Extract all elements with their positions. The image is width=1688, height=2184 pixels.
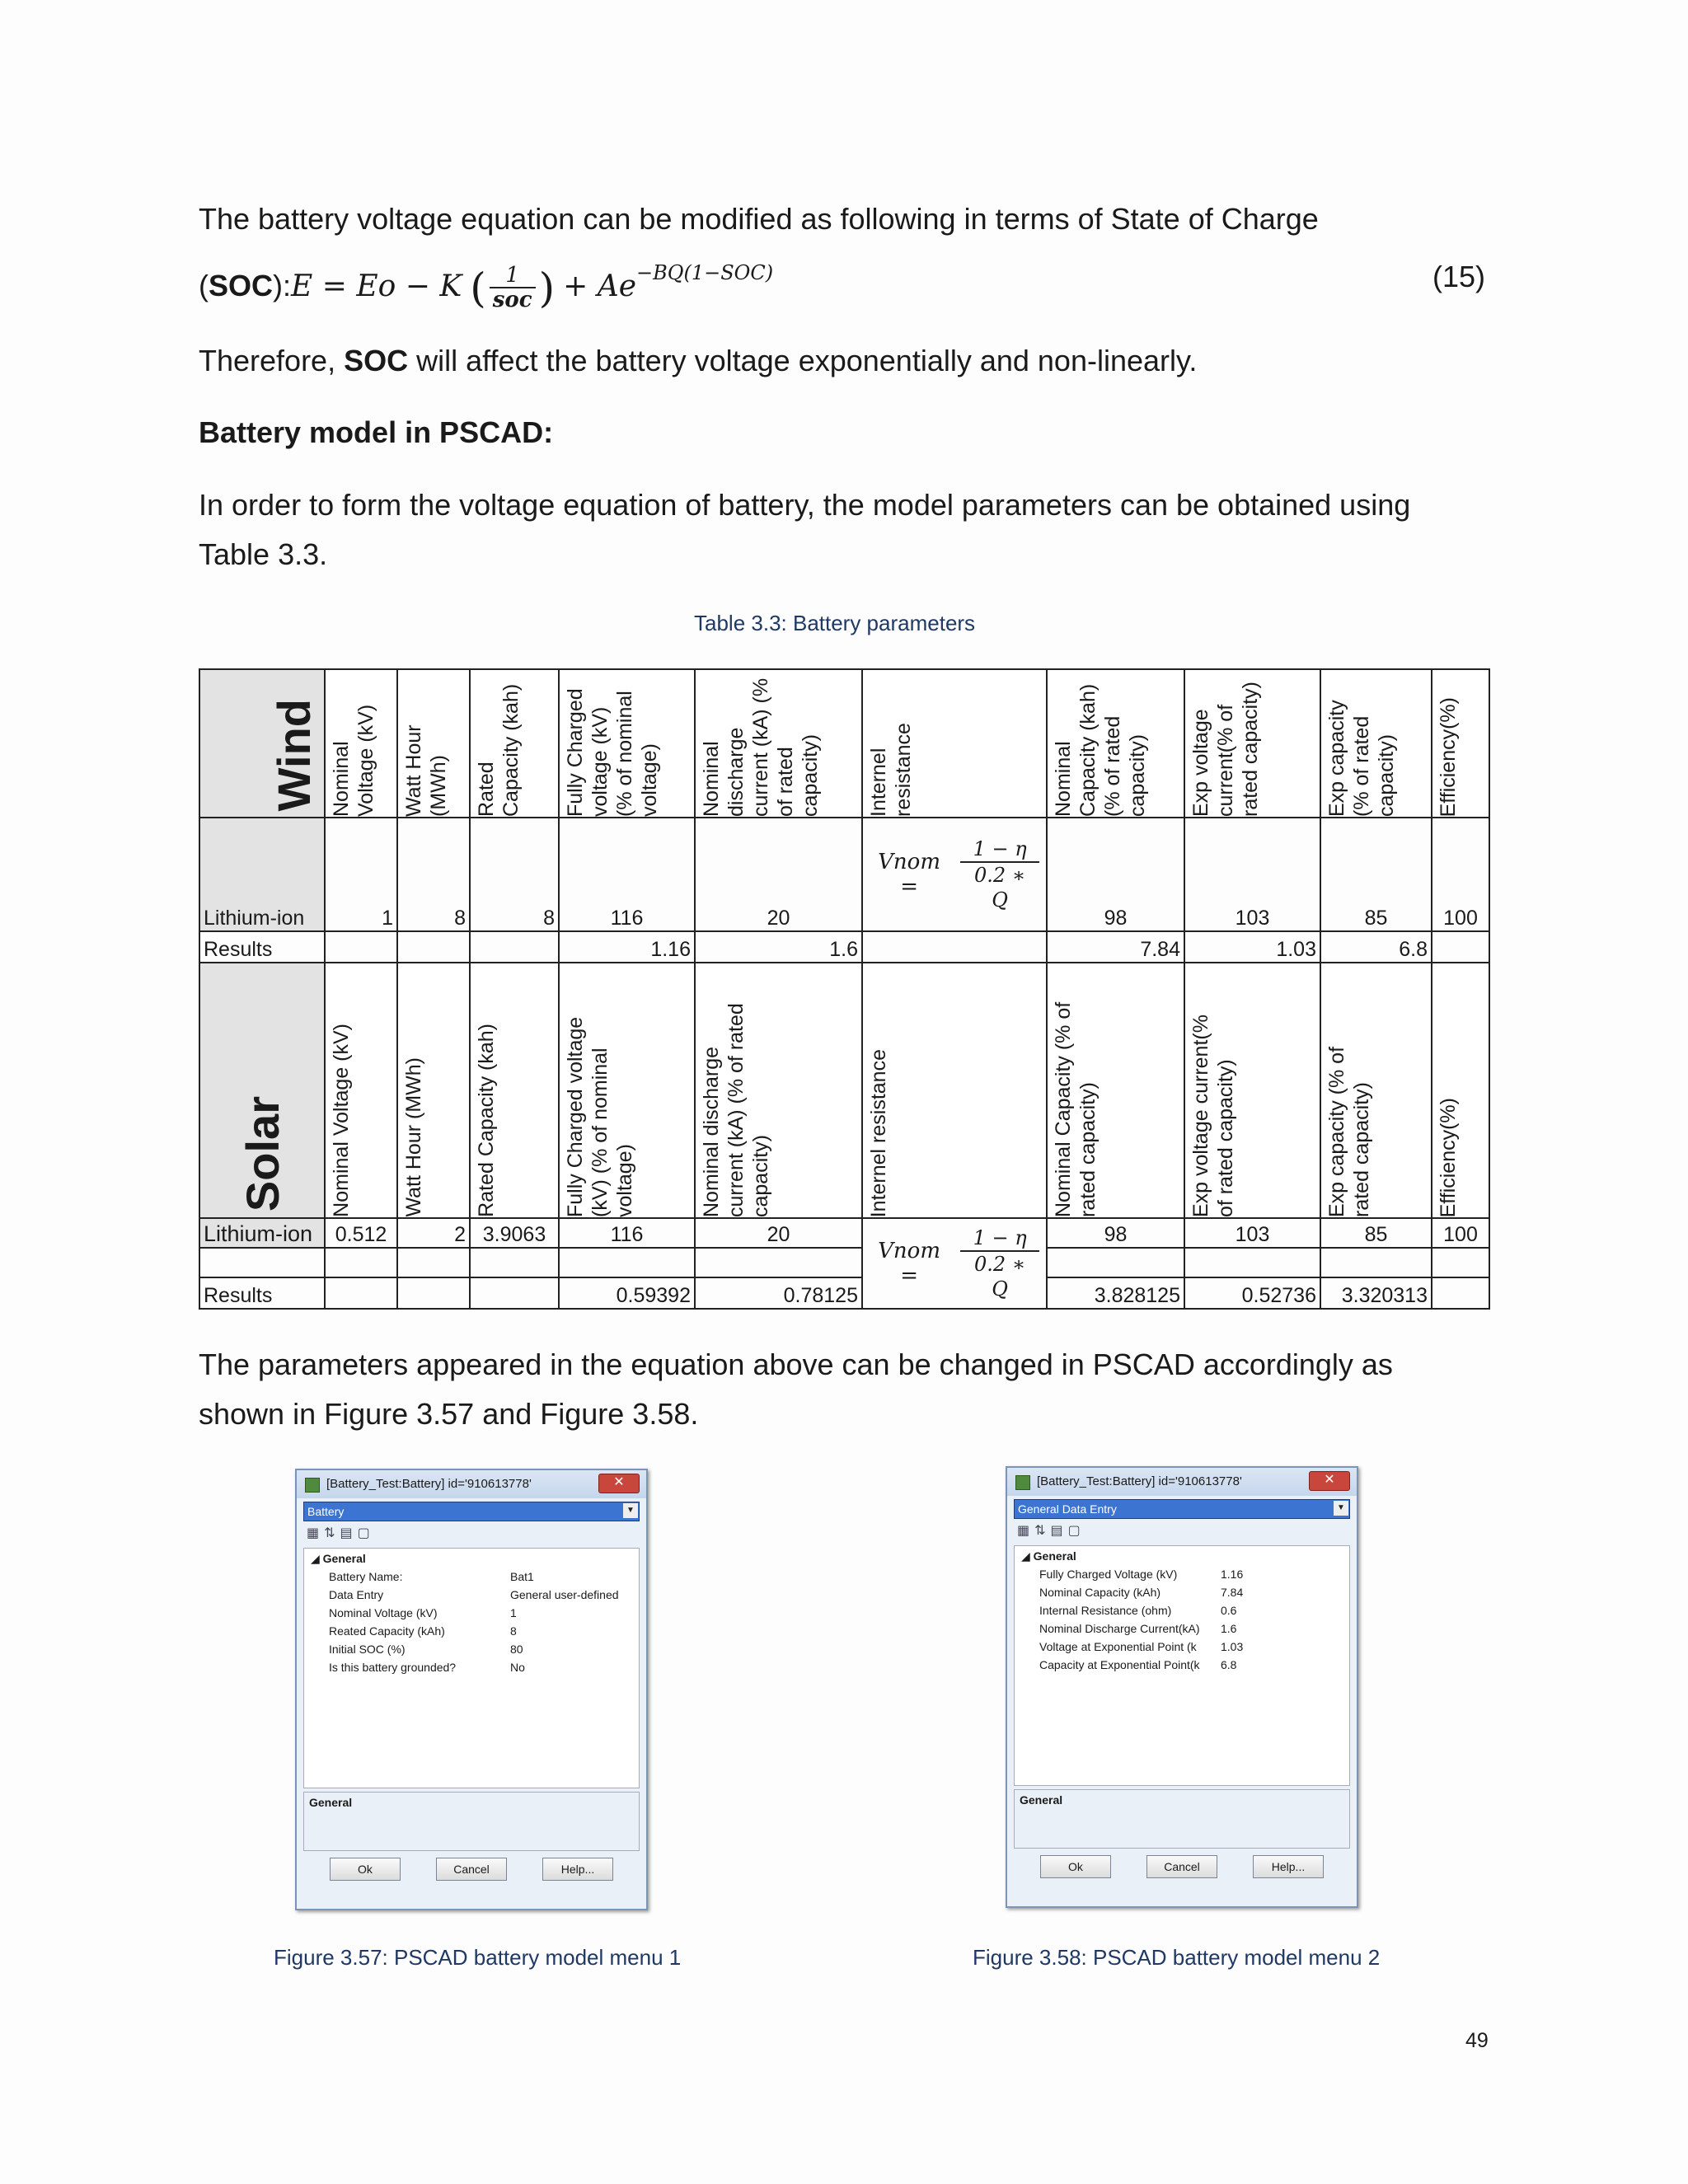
figure-caption-2: Figure 3.58: PSCAD battery model menu 2 (973, 1945, 1381, 1970)
solar-results-label: Results (199, 1277, 325, 1309)
property-key: Nominal Voltage (kV) (329, 1606, 438, 1619)
eq-exponent: −BQ(1−SOC) (636, 261, 774, 284)
solar-values-row (199, 1218, 1489, 1248)
para2-post: will affect the battery voltage exponentially and non-linearly. (408, 344, 1198, 377)
solar-header (862, 963, 1047, 1218)
table-cell: 3.828125 (1047, 1277, 1184, 1309)
property-row[interactable] (304, 1586, 639, 1604)
chevron-down-icon[interactable]: ▼ (1334, 1501, 1348, 1516)
solar-header (695, 963, 862, 1218)
app-icon (1015, 1475, 1030, 1490)
eq-frac-num: 1 (490, 264, 536, 288)
solar-header (397, 963, 470, 1218)
help-button[interactable]: Help... (1253, 1855, 1324, 1878)
para2-bold: SOC (344, 344, 409, 377)
wind-header (862, 669, 1047, 818)
table-cell: 1.03 (1184, 931, 1320, 963)
solar-label: Solar (236, 1095, 288, 1212)
table-cell (397, 1277, 470, 1309)
wind-header-exp-voltage: Exp voltage current(% of rated capacity) (1189, 682, 1262, 817)
wind-header (695, 669, 862, 818)
table-cell: 8 (397, 818, 470, 931)
dialog-titlebar[interactable] (1007, 1468, 1357, 1496)
solar-header-rated-capacity: Rated Capacity (kah) (475, 1024, 498, 1217)
solar-header (325, 963, 397, 1218)
property-key: Is this battery grounded? (329, 1661, 457, 1674)
dialog-title: [Battery_Test:Battery] id='910613778' (1037, 1474, 1242, 1488)
property-row[interactable] (1015, 1565, 1349, 1583)
solar-header-exp-capacity: Exp capacity (% of rated capacity) (1325, 1046, 1373, 1217)
solar-vnom-formula-cell (862, 1218, 1047, 1309)
property-row[interactable] (1015, 1601, 1349, 1619)
table-cell: 85 (1320, 1218, 1432, 1248)
paragraph-model-line1: In order to form the voltage equation of battery, the model parameters can be obtained using (199, 488, 1411, 522)
table-cell: 1.16 (559, 931, 695, 963)
table-cell: 100 (1432, 818, 1489, 931)
property-value[interactable]: 8 (510, 1624, 517, 1638)
solar-header-watt-hour: Watt Hour (MWh) (402, 1057, 425, 1217)
solar-header-nominal-capacity: Nominal Capacity (% of rated capacity) (1052, 1001, 1100, 1217)
property-key: Fully Charged Voltage (kV) (1039, 1568, 1178, 1581)
table-cell: 103 (1184, 818, 1320, 931)
paragraph-soc-intro: The battery voltage equation can be modified as following in terms of State of Charge (199, 202, 1319, 236)
table-cell: 20 (695, 818, 862, 931)
vnom-formula (866, 837, 1043, 912)
property-grid (1014, 1545, 1350, 1786)
wind-vnom-formula-cell (862, 818, 1047, 931)
category-dropdown[interactable] (303, 1502, 640, 1521)
eq-fraction (490, 264, 536, 312)
property-toolbar (307, 1525, 636, 1544)
solar-header (559, 963, 695, 1218)
description-pane: General (1014, 1789, 1350, 1849)
wind-label: Wind (268, 698, 320, 811)
table-cell (1320, 1248, 1432, 1277)
table-cell (862, 931, 1047, 963)
property-key: Data Entry (329, 1588, 384, 1601)
wind-header-fully-charged: Fully Charged voltage (kV) (% of nominal voltage) (564, 688, 661, 817)
property-pages-icon[interactable]: ▤ (1050, 1524, 1068, 1538)
categorized-icon[interactable]: ▦ (1017, 1524, 1035, 1538)
table-cell: 2 (397, 1218, 470, 1248)
solar-header-fully-charged: Fully Charged voltage (kV) (% of nominal voltage) (564, 1016, 636, 1217)
table-cell: 3.320313 (1320, 1277, 1432, 1309)
wind-results-row (199, 931, 1489, 963)
property-value[interactable]: 6.8 (1221, 1658, 1237, 1671)
paragraph-change-line1: The parameters appeared in the equation above can be changed in PSCAD accordingly as (199, 1347, 1393, 1381)
table-cell (397, 1248, 470, 1277)
table-cell: 116 (559, 1218, 695, 1248)
table-cell (325, 1277, 397, 1309)
property-row[interactable] (1015, 1619, 1349, 1638)
wind-header-discharge-current: Nominal discharge current (kA) (% of rated capacity) (700, 677, 822, 817)
property-value[interactable]: 1.6 (1221, 1622, 1237, 1635)
table-cell: 0.52736 (1184, 1277, 1320, 1309)
property-value[interactable]: 1 (510, 1606, 517, 1619)
solar-label-cell (199, 963, 325, 1218)
table-cell (470, 931, 559, 963)
table-cell: 100 (1432, 1218, 1489, 1248)
dialog-buttons (1040, 1855, 1324, 1878)
property-row[interactable] (1015, 1638, 1349, 1656)
wind-header (1320, 669, 1432, 818)
soc-open: ( (199, 269, 209, 302)
solar-header-nominal-voltage: Nominal Voltage (kV) (330, 1024, 353, 1217)
property-value[interactable]: Bat1 (510, 1570, 534, 1583)
table-cell: 3.9063 (470, 1218, 559, 1248)
wind-header (325, 669, 397, 818)
category-dropdown-value: General Data Entry (1018, 1502, 1117, 1516)
table-cell: 0.512 (325, 1218, 397, 1248)
para2-pre: Therefore, (199, 344, 345, 377)
property-value[interactable]: General user-defined (510, 1588, 619, 1601)
dialog-title: [Battery_Test:Battery] id='910613778' (326, 1477, 532, 1491)
table-cell (470, 1248, 559, 1277)
eq-frac-den: soc (492, 288, 532, 313)
cancel-button[interactable]: Cancel (436, 1858, 507, 1881)
battery-parameters-table (199, 668, 1490, 1310)
property-toolbar (1017, 1522, 1347, 1542)
table-cell: 20 (695, 1218, 862, 1248)
property-row[interactable] (304, 1622, 639, 1640)
property-grid (303, 1548, 640, 1788)
vnom-num: 1 − η (960, 1226, 1039, 1252)
solar-header-exp-voltage: Exp voltage current(% of rated capacity) (1189, 1015, 1237, 1217)
solar-header (1047, 963, 1184, 1218)
chevron-down-icon[interactable]: ▼ (623, 1503, 638, 1518)
property-row[interactable] (304, 1658, 639, 1676)
solar-header (1184, 963, 1320, 1218)
vnom-num: 1 − η (960, 837, 1039, 863)
property-group-general[interactable]: ◢ General (311, 1552, 366, 1565)
table-cell (559, 1248, 695, 1277)
battery-dialog-1 (295, 1469, 648, 1910)
close-button[interactable]: ✕ (598, 1474, 640, 1493)
vnom-lhs: Vnom = (878, 850, 940, 899)
wind-header (1047, 669, 1184, 818)
eq-right: + Ae (563, 269, 637, 303)
dialog-titlebar[interactable] (297, 1470, 646, 1498)
table-cell (325, 1248, 397, 1277)
wind-header (470, 669, 559, 818)
categorized-icon[interactable]: ▦ (307, 1526, 325, 1540)
property-key: Battery Name: (329, 1570, 403, 1583)
paragraph-model-line2: Table 3.3. (199, 537, 328, 571)
table-cell: 0.78125 (695, 1277, 862, 1309)
wind-row-label: Lithium-ion (199, 818, 325, 931)
property-value[interactable]: 1.03 (1221, 1640, 1244, 1653)
wind-label-cell (199, 669, 325, 818)
sort-alpha-icon[interactable]: ⇅ (324, 1526, 340, 1540)
soc-term: SOC (209, 269, 274, 302)
category-dropdown[interactable] (1014, 1499, 1350, 1519)
figure-caption-1: Figure 3.57: PSCAD battery model menu 1 (274, 1945, 682, 1970)
property-group-label: General (1033, 1549, 1076, 1563)
soc-close: ): (273, 269, 292, 302)
table-cell: 6.8 (1320, 931, 1432, 963)
table-cell (1047, 1248, 1184, 1277)
table-cell (1184, 1248, 1320, 1277)
section-heading: Battery model in PSCAD: (199, 415, 554, 449)
wind-header-exp-capacity: Exp capacity (% of rated capacity) (1325, 700, 1398, 817)
vnom-fraction (960, 1226, 1039, 1301)
table-cell: 7.84 (1047, 931, 1184, 963)
app-icon (305, 1478, 320, 1493)
properties-icon[interactable]: ▢ (357, 1526, 375, 1540)
table-cell (470, 1277, 559, 1309)
property-row[interactable] (304, 1604, 639, 1622)
vnom-lhs: Vnom = (878, 1239, 940, 1288)
wind-header (1432, 669, 1489, 818)
soc-equation (199, 255, 773, 312)
solar-row-label: Lithium-ion (199, 1218, 325, 1248)
wind-results-label: Results (199, 931, 325, 963)
table-cell: 85 (1320, 818, 1432, 931)
property-value[interactable]: 80 (510, 1643, 523, 1656)
vnom-den: 0.2 ∗ Q (974, 1253, 1026, 1301)
property-row[interactable] (304, 1640, 639, 1658)
eq-left: E = Eo − K (291, 269, 462, 303)
solar-results-row (199, 1277, 1489, 1309)
table-cell: 98 (1047, 1218, 1184, 1248)
property-key: Voltage at Exponential Point (k (1039, 1640, 1197, 1653)
property-value[interactable]: 1.16 (1221, 1568, 1244, 1581)
wind-header-rated-capacity: Rated Capacity (kah) (475, 683, 523, 817)
wind-header-watt-hour: Watt Hour (MWh) (402, 724, 450, 817)
property-pages-icon[interactable]: ▤ (340, 1526, 358, 1540)
table-cell (325, 931, 397, 963)
description-pane: General (303, 1792, 640, 1851)
eq-paren-close: ) (538, 264, 556, 312)
category-dropdown-value: Battery (307, 1505, 345, 1518)
property-key: Nominal Capacity (kAh) (1039, 1586, 1161, 1599)
table-cell (1432, 1248, 1489, 1277)
property-key: Internal Resistance (ohm) (1039, 1604, 1172, 1617)
wind-header (397, 669, 470, 818)
property-key: Initial SOC (%) (329, 1643, 406, 1656)
table-cell (1432, 931, 1489, 963)
property-row[interactable] (1015, 1656, 1349, 1674)
property-key: Nominal Discharge Current(kA) (1039, 1622, 1200, 1635)
ok-button[interactable]: Ok (1040, 1855, 1111, 1878)
wind-header-efficiency: Efficiency(%) (1437, 696, 1460, 817)
property-key: Reated Capacity (kAh) (329, 1624, 445, 1638)
wind-header (1184, 669, 1320, 818)
solar-header-row (199, 963, 1489, 1218)
wind-header-row (199, 669, 1489, 818)
table-cell: 0.59392 (559, 1277, 695, 1309)
solar-header (1432, 963, 1489, 1218)
table-caption: Table 3.3: Battery parameters (694, 611, 976, 635)
paragraph-soc-effect (199, 344, 1197, 378)
table-cell (199, 1248, 325, 1277)
property-row[interactable] (304, 1568, 639, 1586)
table-cell: 116 (559, 818, 695, 931)
table-cell (397, 931, 470, 963)
help-button[interactable]: Help... (542, 1858, 613, 1881)
solar-header-internal-resistance: Internel resistance (867, 1048, 890, 1217)
table-cell: 98 (1047, 818, 1184, 931)
properties-icon[interactable]: ▢ (1067, 1524, 1085, 1538)
property-value[interactable]: 0.6 (1221, 1604, 1237, 1617)
solar-spacer-row (199, 1248, 1489, 1277)
battery-dialog-2 (1006, 1466, 1358, 1908)
property-key: Capacity at Exponential Point(k (1039, 1658, 1200, 1671)
table-cell (695, 1248, 862, 1277)
property-group-label: General (322, 1552, 366, 1565)
table-cell: 8 (470, 818, 559, 931)
table-cell: 103 (1184, 1218, 1320, 1248)
wind-header-nominal-voltage: Nominal Voltage (kV) (330, 704, 377, 817)
wind-header-nominal-capacity: Nominal Capacity (kah) (% of rated capacity) (1052, 683, 1149, 817)
property-group-general[interactable]: ◢ General (1021, 1549, 1076, 1563)
solar-header-efficiency: Efficiency(%) (1437, 1097, 1460, 1217)
eq-paren-open: ( (470, 264, 486, 312)
wind-header-internal-resistance: Internel resistance (867, 723, 915, 817)
sort-alpha-icon[interactable]: ⇅ (1034, 1524, 1051, 1538)
property-value[interactable]: No (510, 1661, 525, 1674)
property-value[interactable]: 7.84 (1221, 1586, 1244, 1599)
vnom-fraction (960, 837, 1039, 912)
vnom-den: 0.2 ∗ Q (974, 864, 1026, 912)
table-cell: 1 (325, 818, 397, 931)
solar-header (1320, 963, 1432, 1218)
solar-header-discharge-current: Nominal discharge current (kA) (% of rated capacity) (700, 1003, 772, 1217)
ok-button[interactable]: Ok (330, 1858, 401, 1881)
table-cell (1432, 1277, 1489, 1309)
wind-header (559, 669, 695, 818)
paragraph-change-line2: shown in Figure 3.57 and Figure 3.58. (199, 1397, 699, 1431)
wind-values-row (199, 818, 1489, 931)
equation-number: (15) (1432, 260, 1486, 293)
close-button[interactable]: ✕ (1309, 1471, 1350, 1491)
table-cell: 1.6 (695, 931, 862, 963)
dialog-buttons (330, 1858, 613, 1881)
vnom-formula (866, 1226, 1043, 1301)
property-row[interactable] (1015, 1583, 1349, 1601)
page-number: 49 (1465, 2029, 1489, 2052)
solar-header (470, 963, 559, 1218)
cancel-button[interactable]: Cancel (1146, 1855, 1217, 1878)
